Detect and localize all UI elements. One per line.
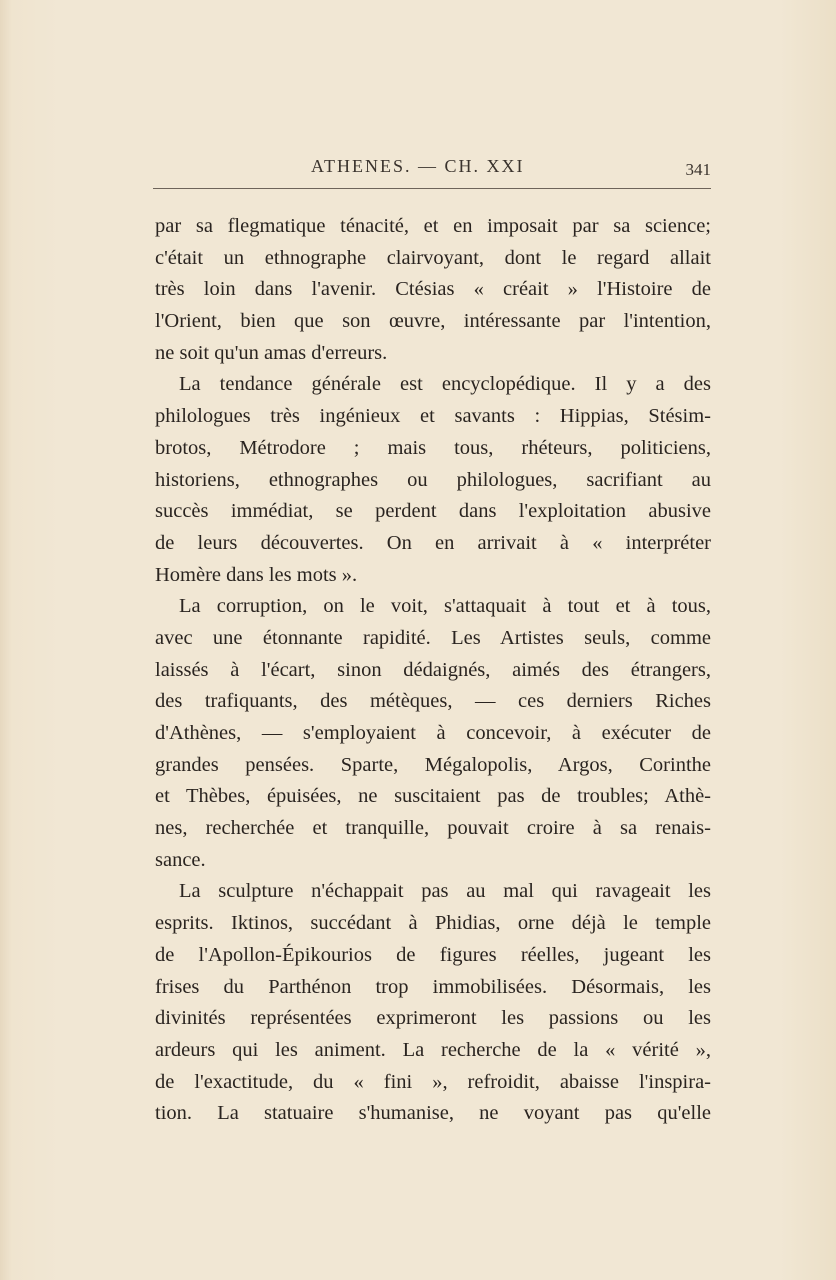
text-line: et Thèbes, épuisées, ne suscitaient pas de troubles; Athè- <box>155 785 711 808</box>
text-line: sance. <box>155 848 206 871</box>
text-line: grandes pensées. Sparte, Mégalopolis, Argos, Corinthe <box>155 753 711 776</box>
text-line: divinités représentées exprimeront les passions ou les <box>155 1007 711 1030</box>
body-text <box>155 211 711 1130</box>
text-line: tion. La statuaire s'humanise, ne voyant pas qu'elle <box>155 1102 711 1125</box>
text-line: laissés à l'écart, sinon dédaignés, aimés des étrangers, <box>155 658 711 681</box>
text-line: par sa flegmatique ténacité, et en imposait par sa science; <box>155 215 711 237</box>
text-line: de leurs découvertes. On en arrivait à « interpréter <box>155 531 711 554</box>
text-line: l'Orient, bien que son œuvre, intéressante par l'intention, <box>155 310 711 333</box>
text-line: de l'exactitude, du « fini », refroidit, abaisse l'inspira- <box>155 1070 711 1093</box>
text-line: ne soit qu'un amas d'erreurs. <box>155 341 388 364</box>
text-line: La tendance générale est encyclopédique. Il y a des <box>179 373 711 396</box>
header-rule <box>153 188 711 189</box>
text-line: Homère dans les mots ». <box>155 563 358 586</box>
text-line: ardeurs qui les animent. La recherche de la « vérité », <box>155 1038 711 1061</box>
text-line: esprits. Iktinos, succédant à Phidias, orne déjà le temple <box>155 912 711 935</box>
text-line: très loin dans l'avenir. Ctésias « créait » l'Histoire de <box>155 278 711 301</box>
text-line: La sculpture n'échappait pas au mal qui ravageait les <box>179 880 711 903</box>
page-header <box>153 150 711 190</box>
page-number: 341 <box>685 160 711 179</box>
text-line: c'était un ethnographe clairvoyant, dont le regard allait <box>155 246 711 269</box>
text-line: des trafiquants, des métèques, — ces derniers Riches <box>155 690 711 713</box>
text-line: historiens, ethnographes ou philologues, sacrifiant au <box>155 468 711 491</box>
text-line: d'Athènes, — s'employaient à concevoir, à exécuter de <box>155 722 711 744</box>
text-line: avec une étonnante rapidité. Les Artistes seuls, comme <box>155 626 711 649</box>
text-line: succès immédiat, se perdent dans l'exploitation abusive <box>155 500 711 523</box>
text-line: frises du Parthénon trop immobilisées. Désormais, les <box>155 975 711 998</box>
running-title: ATHENES. — CH. XXI <box>311 156 525 176</box>
text-line: philologues très ingénieux et savants : Hippias, Stésim- <box>155 405 711 428</box>
text-line: nes, recherchée et tranquille, pouvait croire à sa renais- <box>155 817 711 840</box>
text-line: La corruption, on le voit, s'attaquait à tout et à tous, <box>179 595 711 618</box>
text-line: brotos, Métrodore ; mais tous, rhéteurs, politiciens, <box>155 436 711 459</box>
text-line: de l'Apollon-Épikourios de figures réelles, jugeant les <box>155 943 711 966</box>
